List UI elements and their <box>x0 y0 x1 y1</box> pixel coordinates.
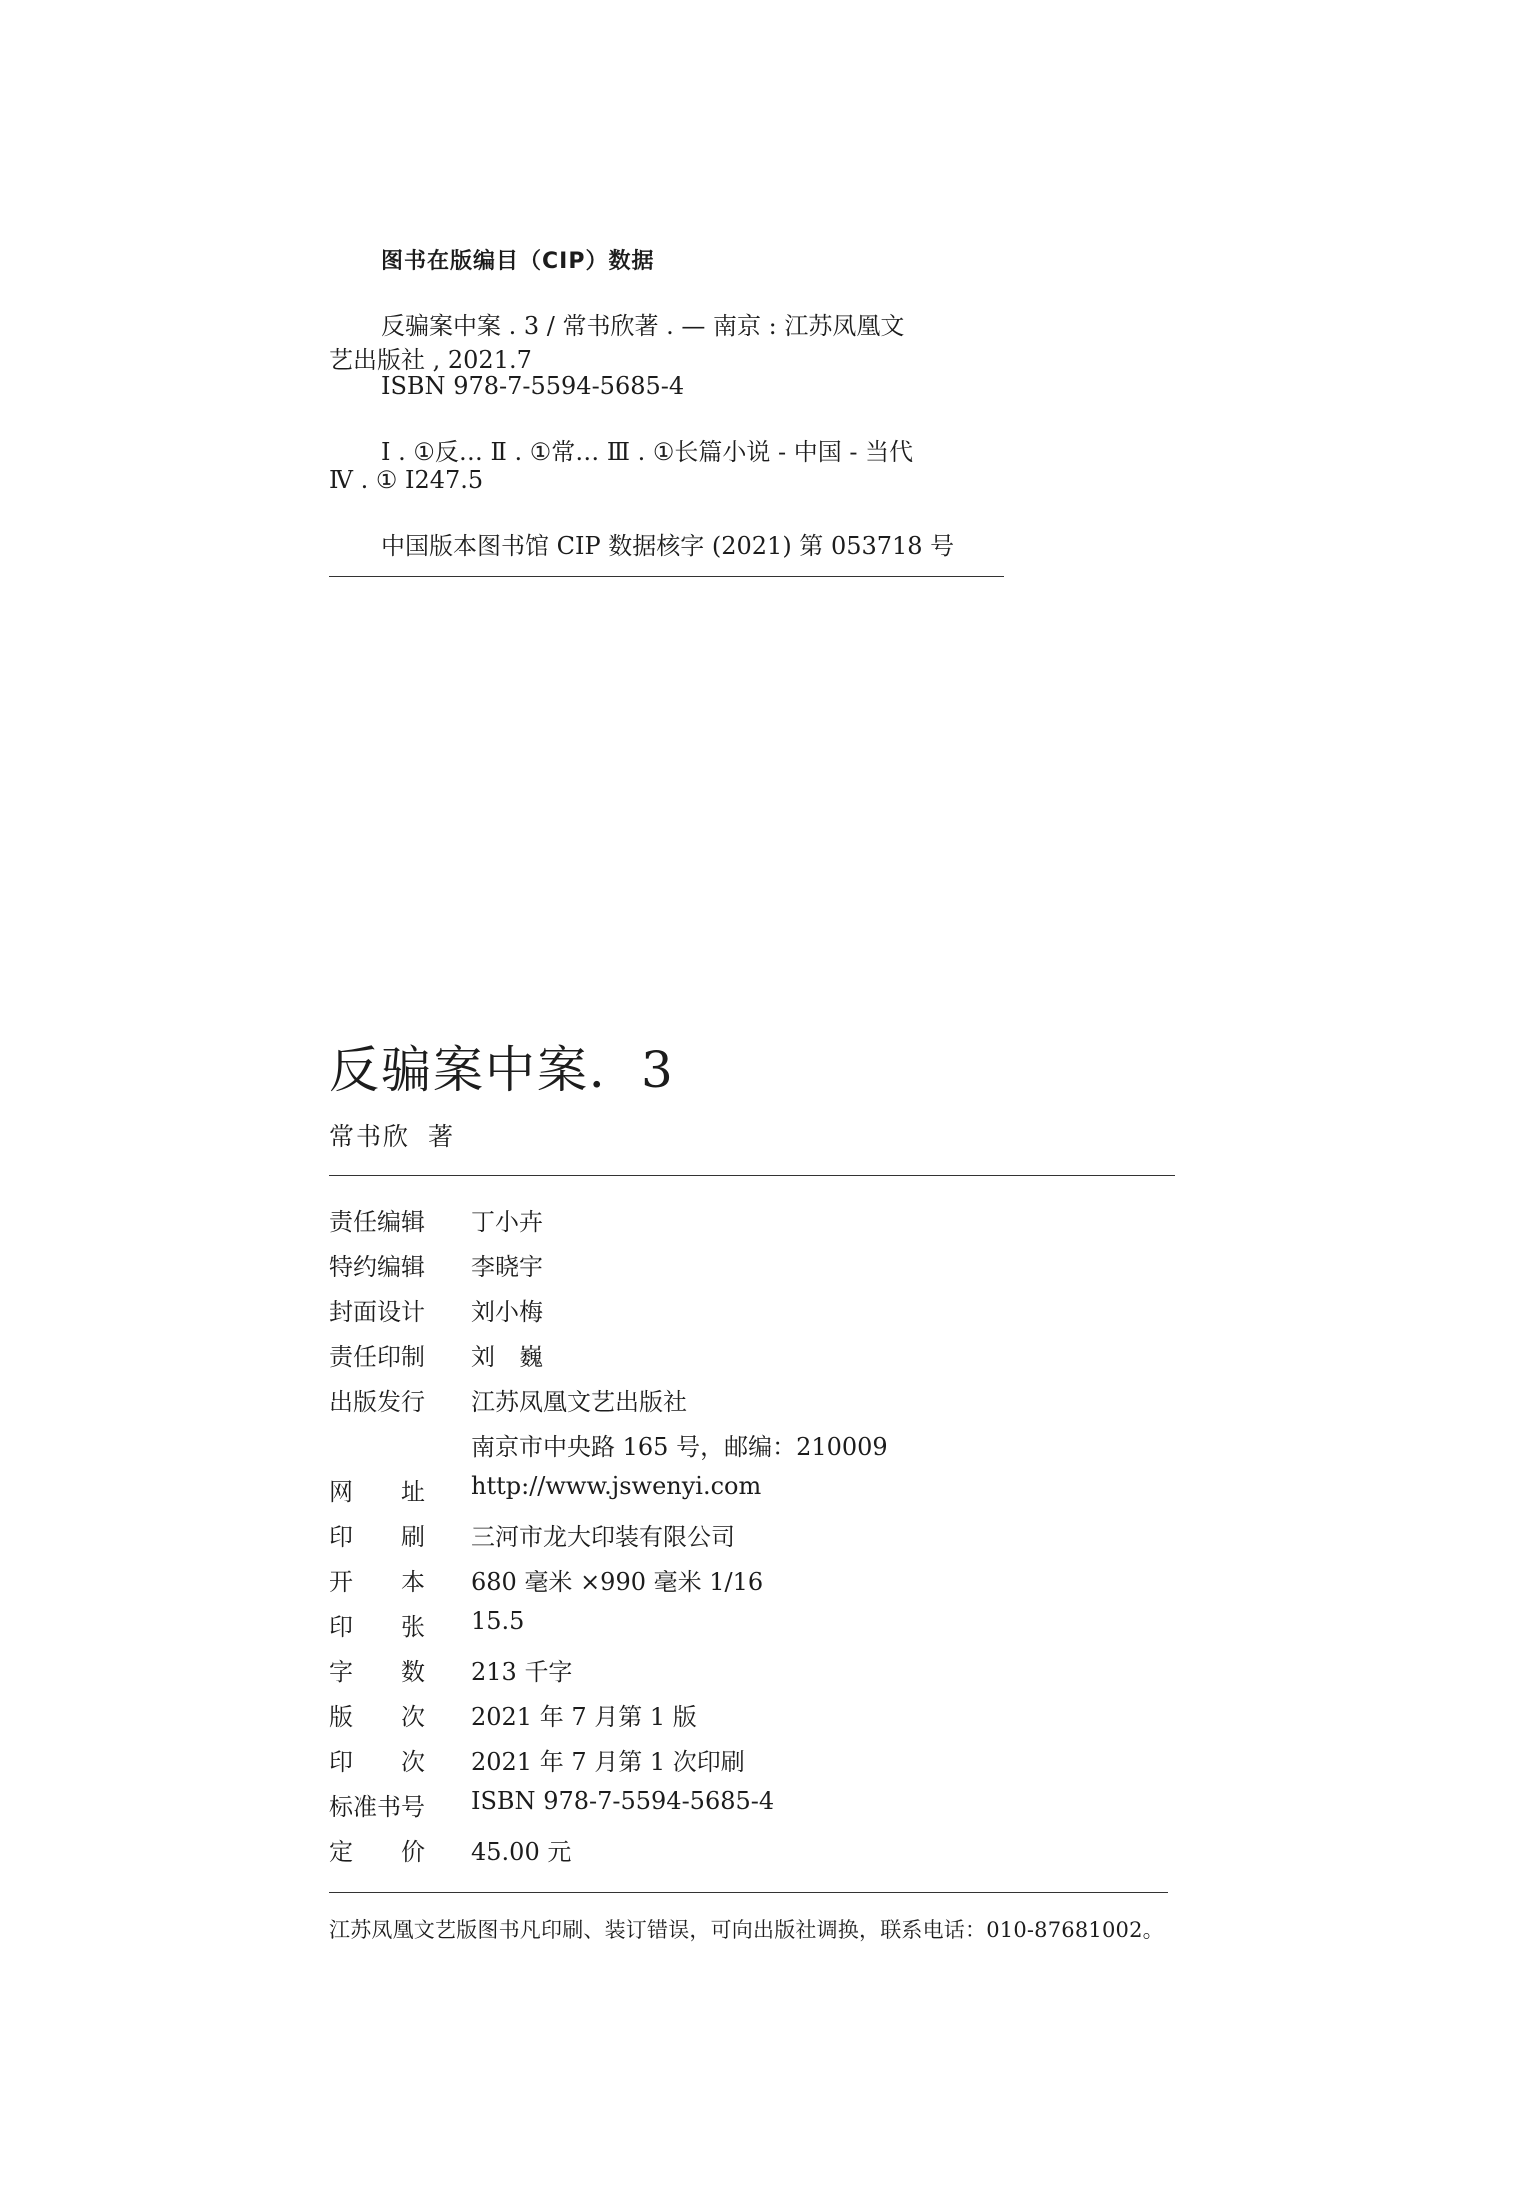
cip-citation-line-1: 反骗案中案 . 3 / 常书欣著 . — 南京 : 江苏凤凰文 <box>381 312 905 340</box>
colophon-row <box>329 1292 1179 1337</box>
cip-verification-number: 中国版本图书馆 CIP 数据核字 (2021) 第 053718 号 <box>381 532 955 560</box>
cip-citation-line-2: 艺出版社 , 2021.7 <box>329 346 532 374</box>
cip-isbn: ISBN 978-7-5594-5685-4 <box>381 372 685 400</box>
colophon-value: 213 千字 <box>471 1658 573 1686</box>
colophon-value: 15.5 <box>471 1607 525 1635</box>
cip-heading: 图书在版编目（CIP）数据 <box>381 249 655 274</box>
author-line <box>329 1117 453 1153</box>
colophon-value: http://www.jswenyi.com <box>471 1472 762 1500</box>
publisher-notice: 江苏凤凰文艺版图书凡印刷、装订错误，可向出版社调换，联系电话：010-87681002。 <box>329 1918 1164 1942</box>
colophon-row <box>329 1742 1179 1787</box>
colophon-label: 印 次 <box>329 1748 425 1776</box>
colophon-label: 标准书号 <box>329 1793 425 1821</box>
colophon-label: 开 本 <box>329 1568 425 1596</box>
cip-divider <box>329 576 1004 577</box>
colophon-divider <box>329 1892 1168 1893</box>
colophon-label: 印 张 <box>329 1613 425 1641</box>
colophon-label: 网 址 <box>329 1478 425 1506</box>
colophon-value: 丁小卉 <box>471 1208 543 1236</box>
colophon-row <box>329 1382 1179 1427</box>
colophon-row <box>329 1832 1179 1877</box>
colophon-row <box>329 1652 1179 1697</box>
colophon-label: 版 次 <box>329 1703 425 1731</box>
colophon-row <box>329 1607 1179 1652</box>
colophon-value: 680 毫米 ×990 毫米 1/16 <box>471 1568 764 1596</box>
colophon-value: 45.00 元 <box>471 1838 572 1866</box>
colophon-row <box>329 1247 1179 1292</box>
colophon-label: 字 数 <box>329 1658 425 1686</box>
colophon-label: 印 刷 <box>329 1523 425 1551</box>
colophon-value: ISBN 978-7-5594-5685-4 <box>471 1787 775 1815</box>
colophon-row <box>329 1427 1179 1472</box>
colophon-row <box>329 1787 1179 1832</box>
colophon-value: 江苏凤凰文艺出版社 <box>471 1388 687 1416</box>
colophon-value: 三河市龙大印装有限公司 <box>471 1523 735 1551</box>
colophon-label: 责任编辑 <box>329 1208 425 1236</box>
book-title: 反骗案中案．3 <box>329 1041 675 1099</box>
colophon-label: 出版发行 <box>329 1388 425 1416</box>
colophon-label: 特约编辑 <box>329 1253 425 1281</box>
author-name: 常书欣 <box>329 1122 411 1151</box>
colophon-row <box>329 1697 1179 1742</box>
colophon-table <box>329 1202 1179 1877</box>
colophon-value: 南京市中央路 165 号，邮编：210009 <box>471 1433 888 1461</box>
cip-classification-line-2: Ⅳ . ① I247.5 <box>329 466 484 494</box>
cip-classification-line-1: Ⅰ . ①反… Ⅱ . ①常… Ⅲ . ①长篇小说 - 中国 - 当代 <box>381 438 914 466</box>
colophon-value: 刘小梅 <box>471 1298 543 1326</box>
colophon-label: 定 价 <box>329 1838 425 1866</box>
colophon-row <box>329 1472 1179 1517</box>
title-divider <box>329 1175 1175 1176</box>
colophon-value: 2021 年 7 月第 1 次印刷 <box>471 1748 745 1776</box>
colophon-label: 责任印制 <box>329 1343 425 1371</box>
colophon-value: 2021 年 7 月第 1 版 <box>471 1703 697 1731</box>
colophon-label: 封面设计 <box>329 1298 425 1326</box>
colophon-value: 李晓宇 <box>471 1253 543 1281</box>
author-role: 著 <box>428 1122 454 1151</box>
colophon-row <box>329 1202 1179 1247</box>
colophon-row <box>329 1517 1179 1562</box>
colophon-row <box>329 1562 1179 1607</box>
colophon-row <box>329 1337 1179 1382</box>
colophon-value: 刘 巍 <box>471 1343 543 1371</box>
